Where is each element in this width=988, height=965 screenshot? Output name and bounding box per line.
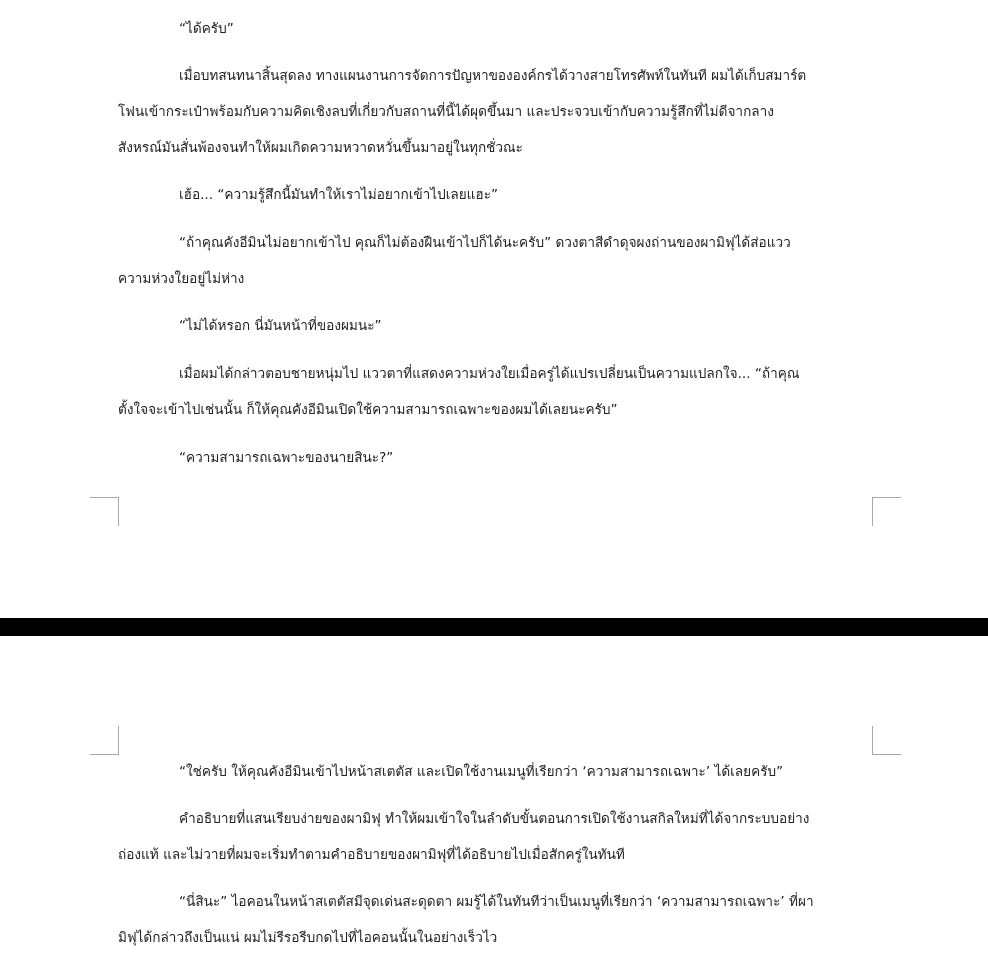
paragraph[interactable] bbox=[118, 177, 878, 213]
paragraph-line: สังหรณ์มันสั่นพ้องจนทำให้ผมเกิดความหวาดหวั่นขึ้นมาอยู่ในทุกชั่วณะ bbox=[118, 140, 523, 156]
paragraph-line: “ความสามารถเฉพาะของนายสินะ?” bbox=[179, 450, 394, 466]
paragraph-line: ถ่องแท้ และไม่วายที่ผมจะเริ่มทำตามคำอธิบายของผามิฟุที่ได้อธิบายไปเมื่อสักครู่ในทันที bbox=[118, 847, 625, 863]
paragraph-line: เมื่อผมได้กล่าวตอบชายหนุ่มไป แววตาที่แสดงความห่วงใยเมื่อครู่ได้แปรเปลี่ยนเป็นความแปลกใจ... “ถ้าคุณ bbox=[179, 366, 800, 382]
paragraph[interactable] bbox=[118, 225, 878, 297]
paragraph-line: คำอธิบายที่แสนเรียบง่ายของผามิฟุ ทำให้ผมเข้าใจในลำดับขั้นตอนการเปิดใช้งานสกิลใหม่ที่ได้จากระบบอย่าง bbox=[179, 811, 810, 827]
paragraph[interactable] bbox=[118, 884, 878, 956]
paragraph-line: เมื่อบทสนทนาสิ้นสุดลง ทางแผนงานการจัดการปัญหาขององค์กรได้วางสายโทรศัพท์ในทันที ผมได้เก็บสมาร์ต bbox=[179, 68, 807, 84]
margin-corner-mark bbox=[90, 726, 119, 755]
paragraph-line: “ถ้าคุณคังอีมินไม่อยากเข้าไป คุณก็ไม่ต้องฝืนเข้าไปก็ได้นะครับ” ดวงตาสีดำดุจผงถ่านของผามิฟุได้ส่อแวว bbox=[179, 235, 791, 251]
paragraph-line: เฮ้อ... “ความรู้สึกนี้มันทำให้เราไม่อยากเข้าไปเลยแฮะ” bbox=[179, 187, 499, 203]
paragraph-line: “ได้ครับ” bbox=[179, 21, 234, 37]
paragraph[interactable] bbox=[118, 58, 878, 166]
paragraph[interactable] bbox=[118, 440, 878, 476]
page-separator bbox=[0, 618, 988, 636]
paragraph[interactable] bbox=[118, 308, 878, 344]
paragraph-line: “นี่สินะ” ไอคอนในหน้าสเตตัสมีจุดเด่นสะดุดตา ผมรู้ได้ในทันทีว่าเป็นเมนูที่เรียกว่า ‘ความสามารถเฉพาะ’ ที่ผา bbox=[179, 894, 814, 910]
margin-corner-mark bbox=[872, 726, 901, 755]
margin-corner-mark bbox=[90, 497, 119, 526]
paragraph-line: “ไม่ได้หรอก นี่มันหน้าที่ของผมนะ” bbox=[179, 318, 382, 334]
paragraph-line: ความห่วงใยอยู่ไม่ห่าง bbox=[118, 271, 245, 287]
paragraph[interactable] bbox=[118, 11, 878, 47]
document-page-2 bbox=[0, 636, 988, 965]
paragraph[interactable] bbox=[118, 356, 878, 428]
paragraph-line: “ใช่ครับ ให้คุณคังอีมินเข้าไปหน้าสเตตัส และเปิดใช้งานเมนูที่เรียกว่า ‘ความสามารถเฉพาะ’ ได้เลยครับ” bbox=[179, 764, 784, 780]
margin-corner-mark bbox=[872, 497, 901, 526]
paragraph-line: ตั้งใจจะเข้าไปเช่นนั้น ก็ให้คุณคังอีมินเปิดใช้ความสามารถเฉพาะของผมได้เลยนะครับ” bbox=[118, 402, 618, 418]
paragraph[interactable] bbox=[118, 754, 878, 790]
paragraph[interactable] bbox=[118, 801, 878, 873]
paragraph-line: มิฟุได้กล่าวถึงเป็นแน่ ผมไม่รีรอรีบกดไปที่ไอคอนนั้นในอย่างเร็วไว bbox=[118, 930, 498, 946]
paragraph-line: โฟนเข้ากระเป๋าพร้อมกับความคิดเชิงลบที่เกี่ยวกับสถานที่นี้ได้ผุดขึ้นมา และประจวบเข้ากับความรู้สึกที่ไม่ดีจากลาง bbox=[118, 104, 774, 120]
